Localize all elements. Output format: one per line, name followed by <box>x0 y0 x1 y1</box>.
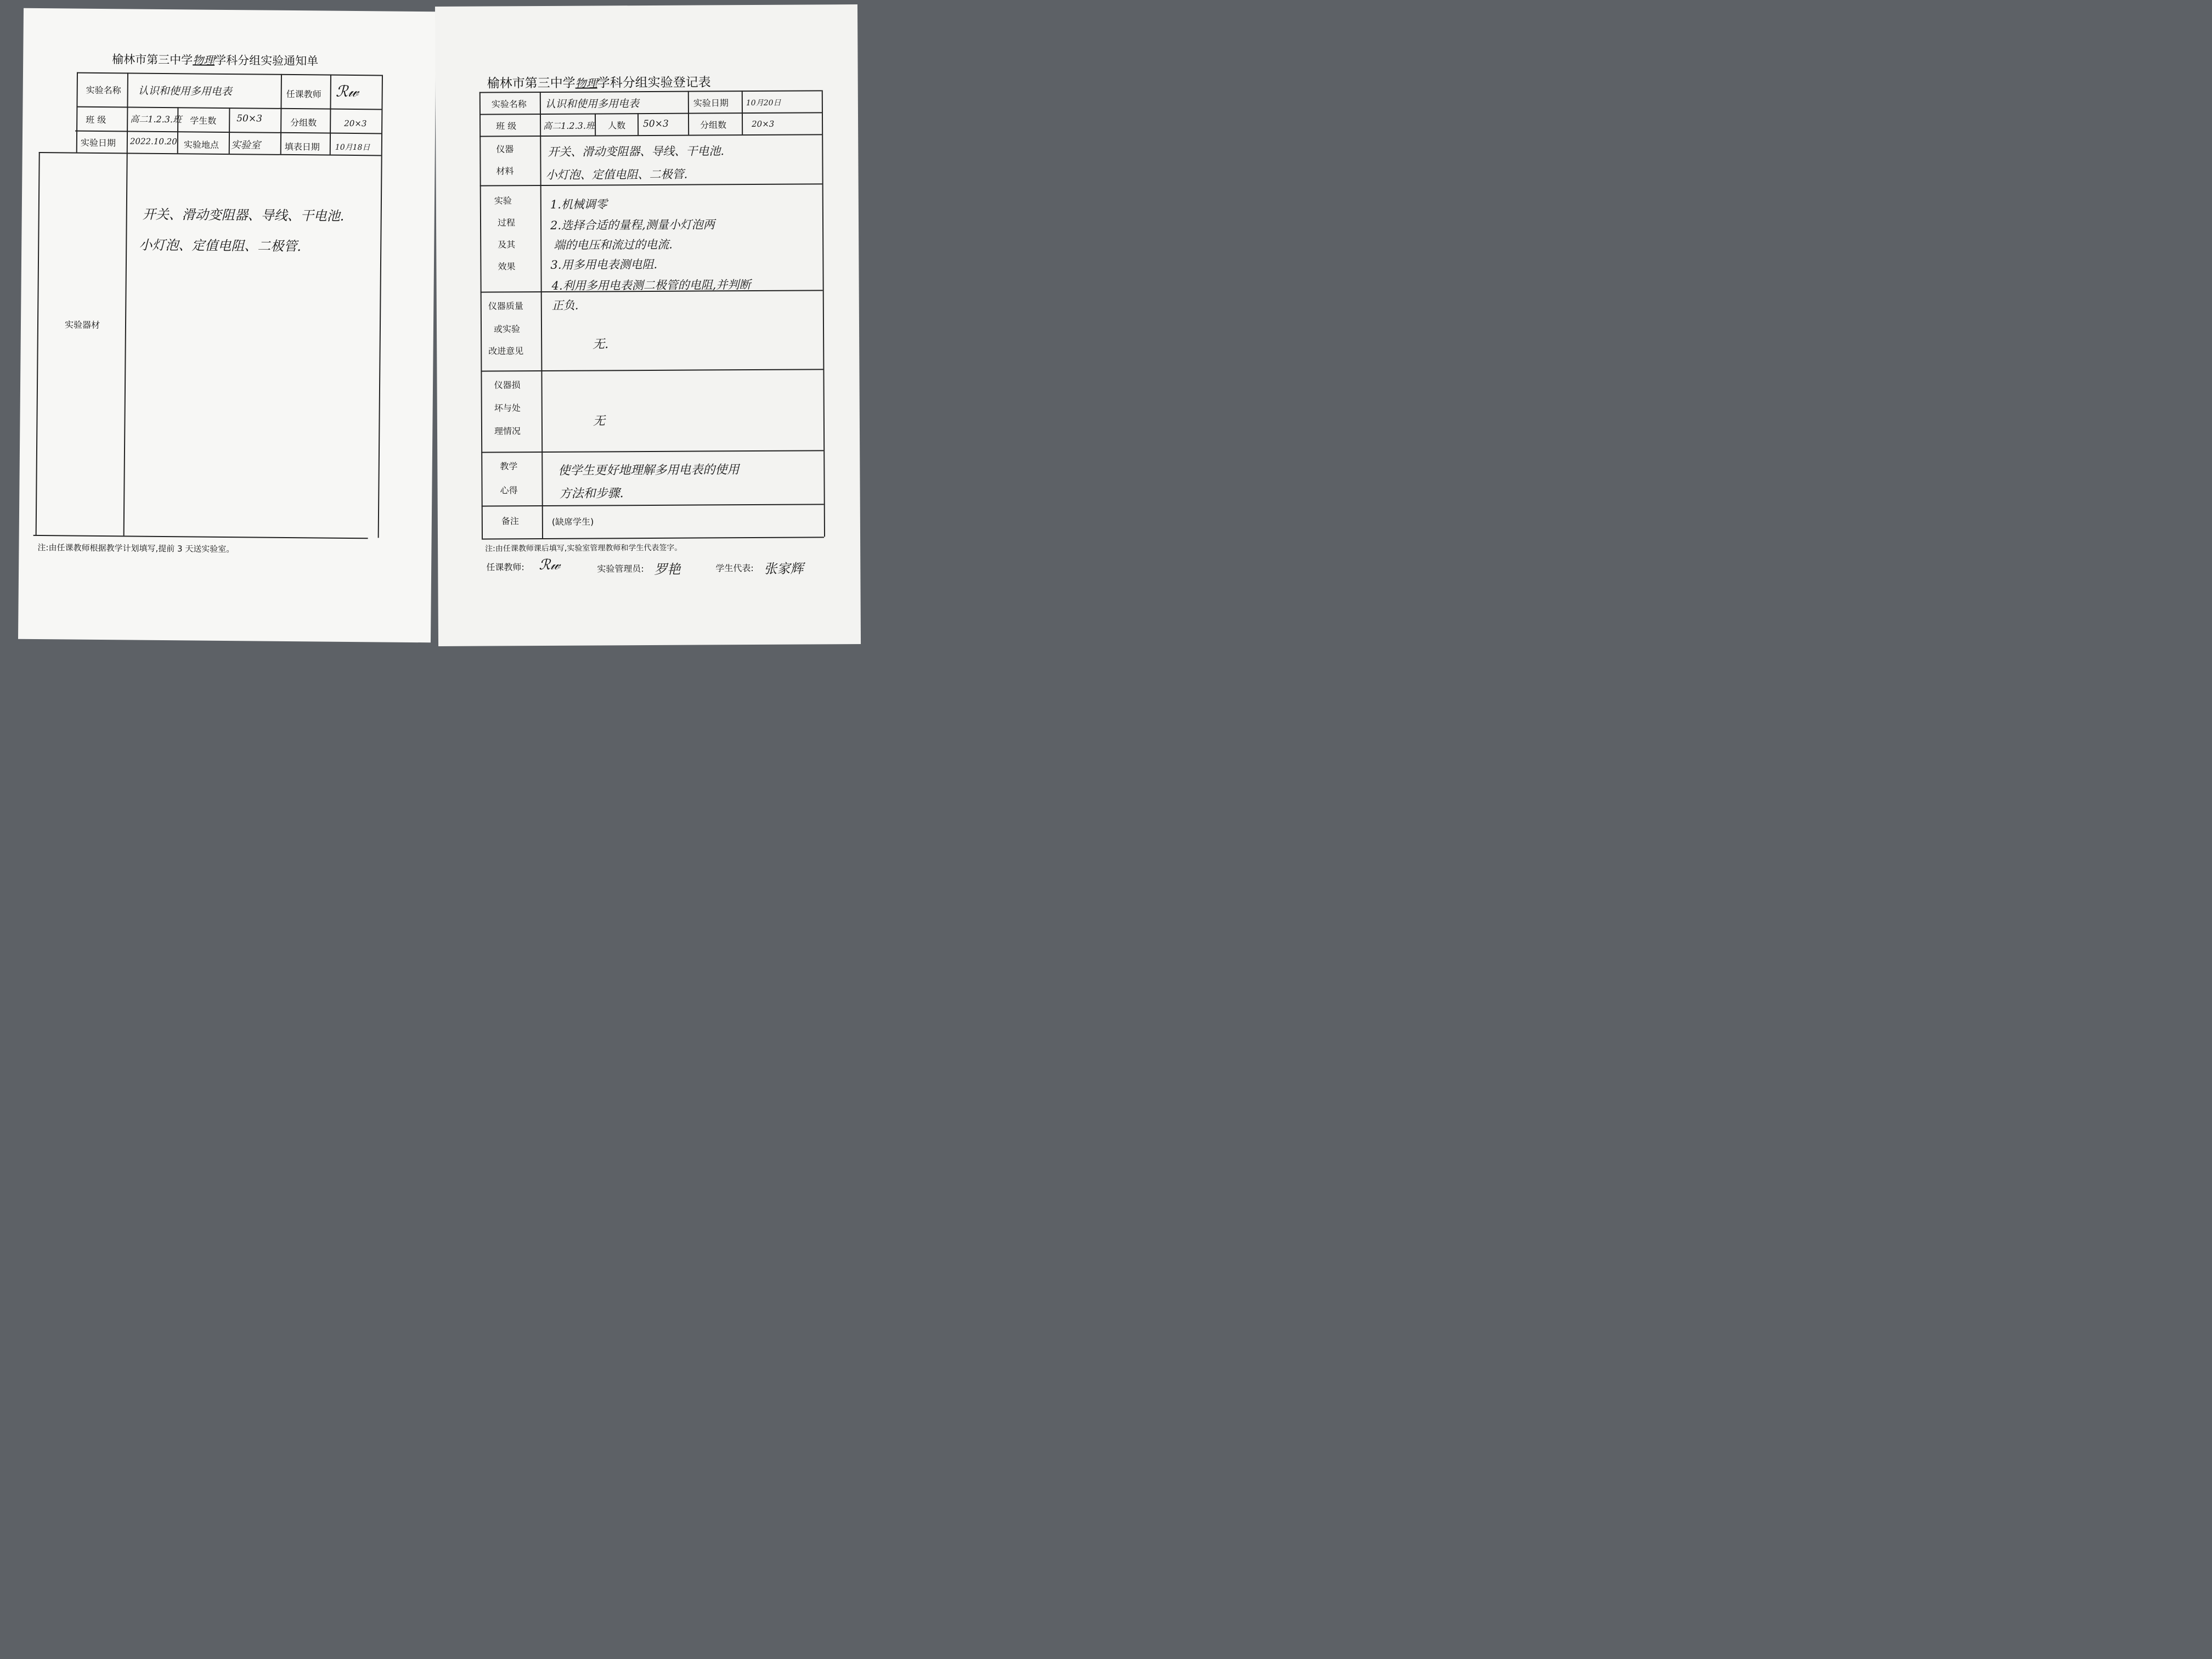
process-line: 正负. <box>551 298 579 312</box>
equipment-line: 开关、滑动变阻器、导线、干电池. <box>142 206 345 224</box>
value-name: 认识和使用多用电表 <box>545 98 639 110</box>
value-quality: 无. <box>592 337 609 352</box>
label-equipment: 实验器材 <box>64 319 100 330</box>
register-sheet <box>435 4 861 646</box>
label-instruments: 材料 <box>496 166 514 177</box>
insight-line: 使学生更好地理解多用电表的使用 <box>558 463 740 478</box>
label-class: 班 级 <box>496 121 517 132</box>
process-line: 2.选择合适的量程,测量小灯泡两 <box>550 218 715 232</box>
value-class: 高二1.2.3.班 <box>130 114 182 125</box>
sig-student: 张家辉 <box>764 561 804 577</box>
label-insight: 教学 <box>500 461 518 472</box>
label-students: 学生数 <box>190 115 217 126</box>
insight-line: 方法和步骤. <box>559 487 624 501</box>
label-date: 实验日期 <box>693 98 729 109</box>
sig-teacher: ℛ𝓌 <box>539 556 561 574</box>
notice-title: 榆林市第三中学物理学科分组实验通知单 <box>112 53 319 68</box>
label-instruments: 仪器 <box>496 144 514 155</box>
label-insight: 心得 <box>500 485 518 496</box>
label-groups: 分组数 <box>290 117 317 128</box>
sign-student-label: 学生代表: <box>715 562 754 574</box>
sign-admin-label: 实验管理员: <box>597 563 644 574</box>
value-name: 认识和使用多用电表 <box>138 84 232 98</box>
equipment-line: 小灯泡、定值电阻、二极管. <box>139 237 302 255</box>
label-groups: 分组数 <box>700 120 727 131</box>
instruments-line: 小灯泡、定值电阻、二极管. <box>545 167 688 182</box>
label-remarks: 备注 <box>501 516 519 527</box>
register-footnote: 注:由任课教师课后填写,实验室管理教师和学生代表签字。 <box>485 543 682 554</box>
process-line: 1.机械调零 <box>550 198 607 211</box>
value-class: 高二1.2.3.班 <box>543 120 595 131</box>
label-name: 实验名称 <box>491 99 527 110</box>
label-damage: 坏与处 <box>494 403 521 414</box>
value-location: 实验室 <box>230 139 261 151</box>
process-line: 4.利用多用电表测二极管的电阻,并判断 <box>551 278 751 292</box>
label-damage: 仪器损 <box>494 380 521 391</box>
label-name: 实验名称 <box>86 84 121 96</box>
label-date: 实验日期 <box>80 137 116 149</box>
value-damage: 无 <box>592 414 605 428</box>
label-teacher: 任课教师 <box>286 88 321 100</box>
notice-footnote: 注:由任课教师根据教学计划填写,提前 3 天送实验室。 <box>37 543 235 555</box>
notice-sheet <box>18 8 436 643</box>
sig-admin: 罗艳 <box>654 561 681 577</box>
value-count: 50×3 <box>643 118 669 130</box>
label-quality: 或实验 <box>493 324 521 335</box>
value-date: 2022.10.20 <box>129 136 177 147</box>
label-location: 实验地点 <box>183 139 219 150</box>
sig-teacher-notice: ℛ𝓌 <box>335 82 359 101</box>
label-quality: 改进意见 <box>488 346 524 357</box>
label-quality: 仪器质量 <box>488 301 523 312</box>
value-groups: 20×3 <box>752 119 775 129</box>
value-students: 50×3 <box>236 113 263 125</box>
instruments-line: 开关、滑动变阻器、导线、干电池. <box>548 144 725 159</box>
value-groups: 20×3 <box>344 118 367 129</box>
label-class: 班 级 <box>86 114 106 126</box>
value-remarks: (缺席学生) <box>551 516 594 527</box>
value-fill-date: 10月18日 <box>335 143 370 153</box>
register-title: 榆林市第三中学物理学科分组实验登记表 <box>487 75 711 91</box>
process-line: 3.用多用电表测电阻. <box>550 257 658 272</box>
value-date: 10月20日 <box>746 98 781 108</box>
label-process: 效果 <box>498 261 516 272</box>
sign-teacher-label: 任课教师: <box>486 562 524 573</box>
label-count: 人数 <box>608 120 626 131</box>
label-process: 实验 <box>494 195 512 206</box>
process-line: 端的电压和流过的电流. <box>554 238 673 252</box>
label-damage: 理情况 <box>494 426 521 437</box>
label-process: 及其 <box>498 239 516 250</box>
label-process: 过程 <box>497 217 516 228</box>
label-fill-date: 填表日期 <box>284 141 320 153</box>
